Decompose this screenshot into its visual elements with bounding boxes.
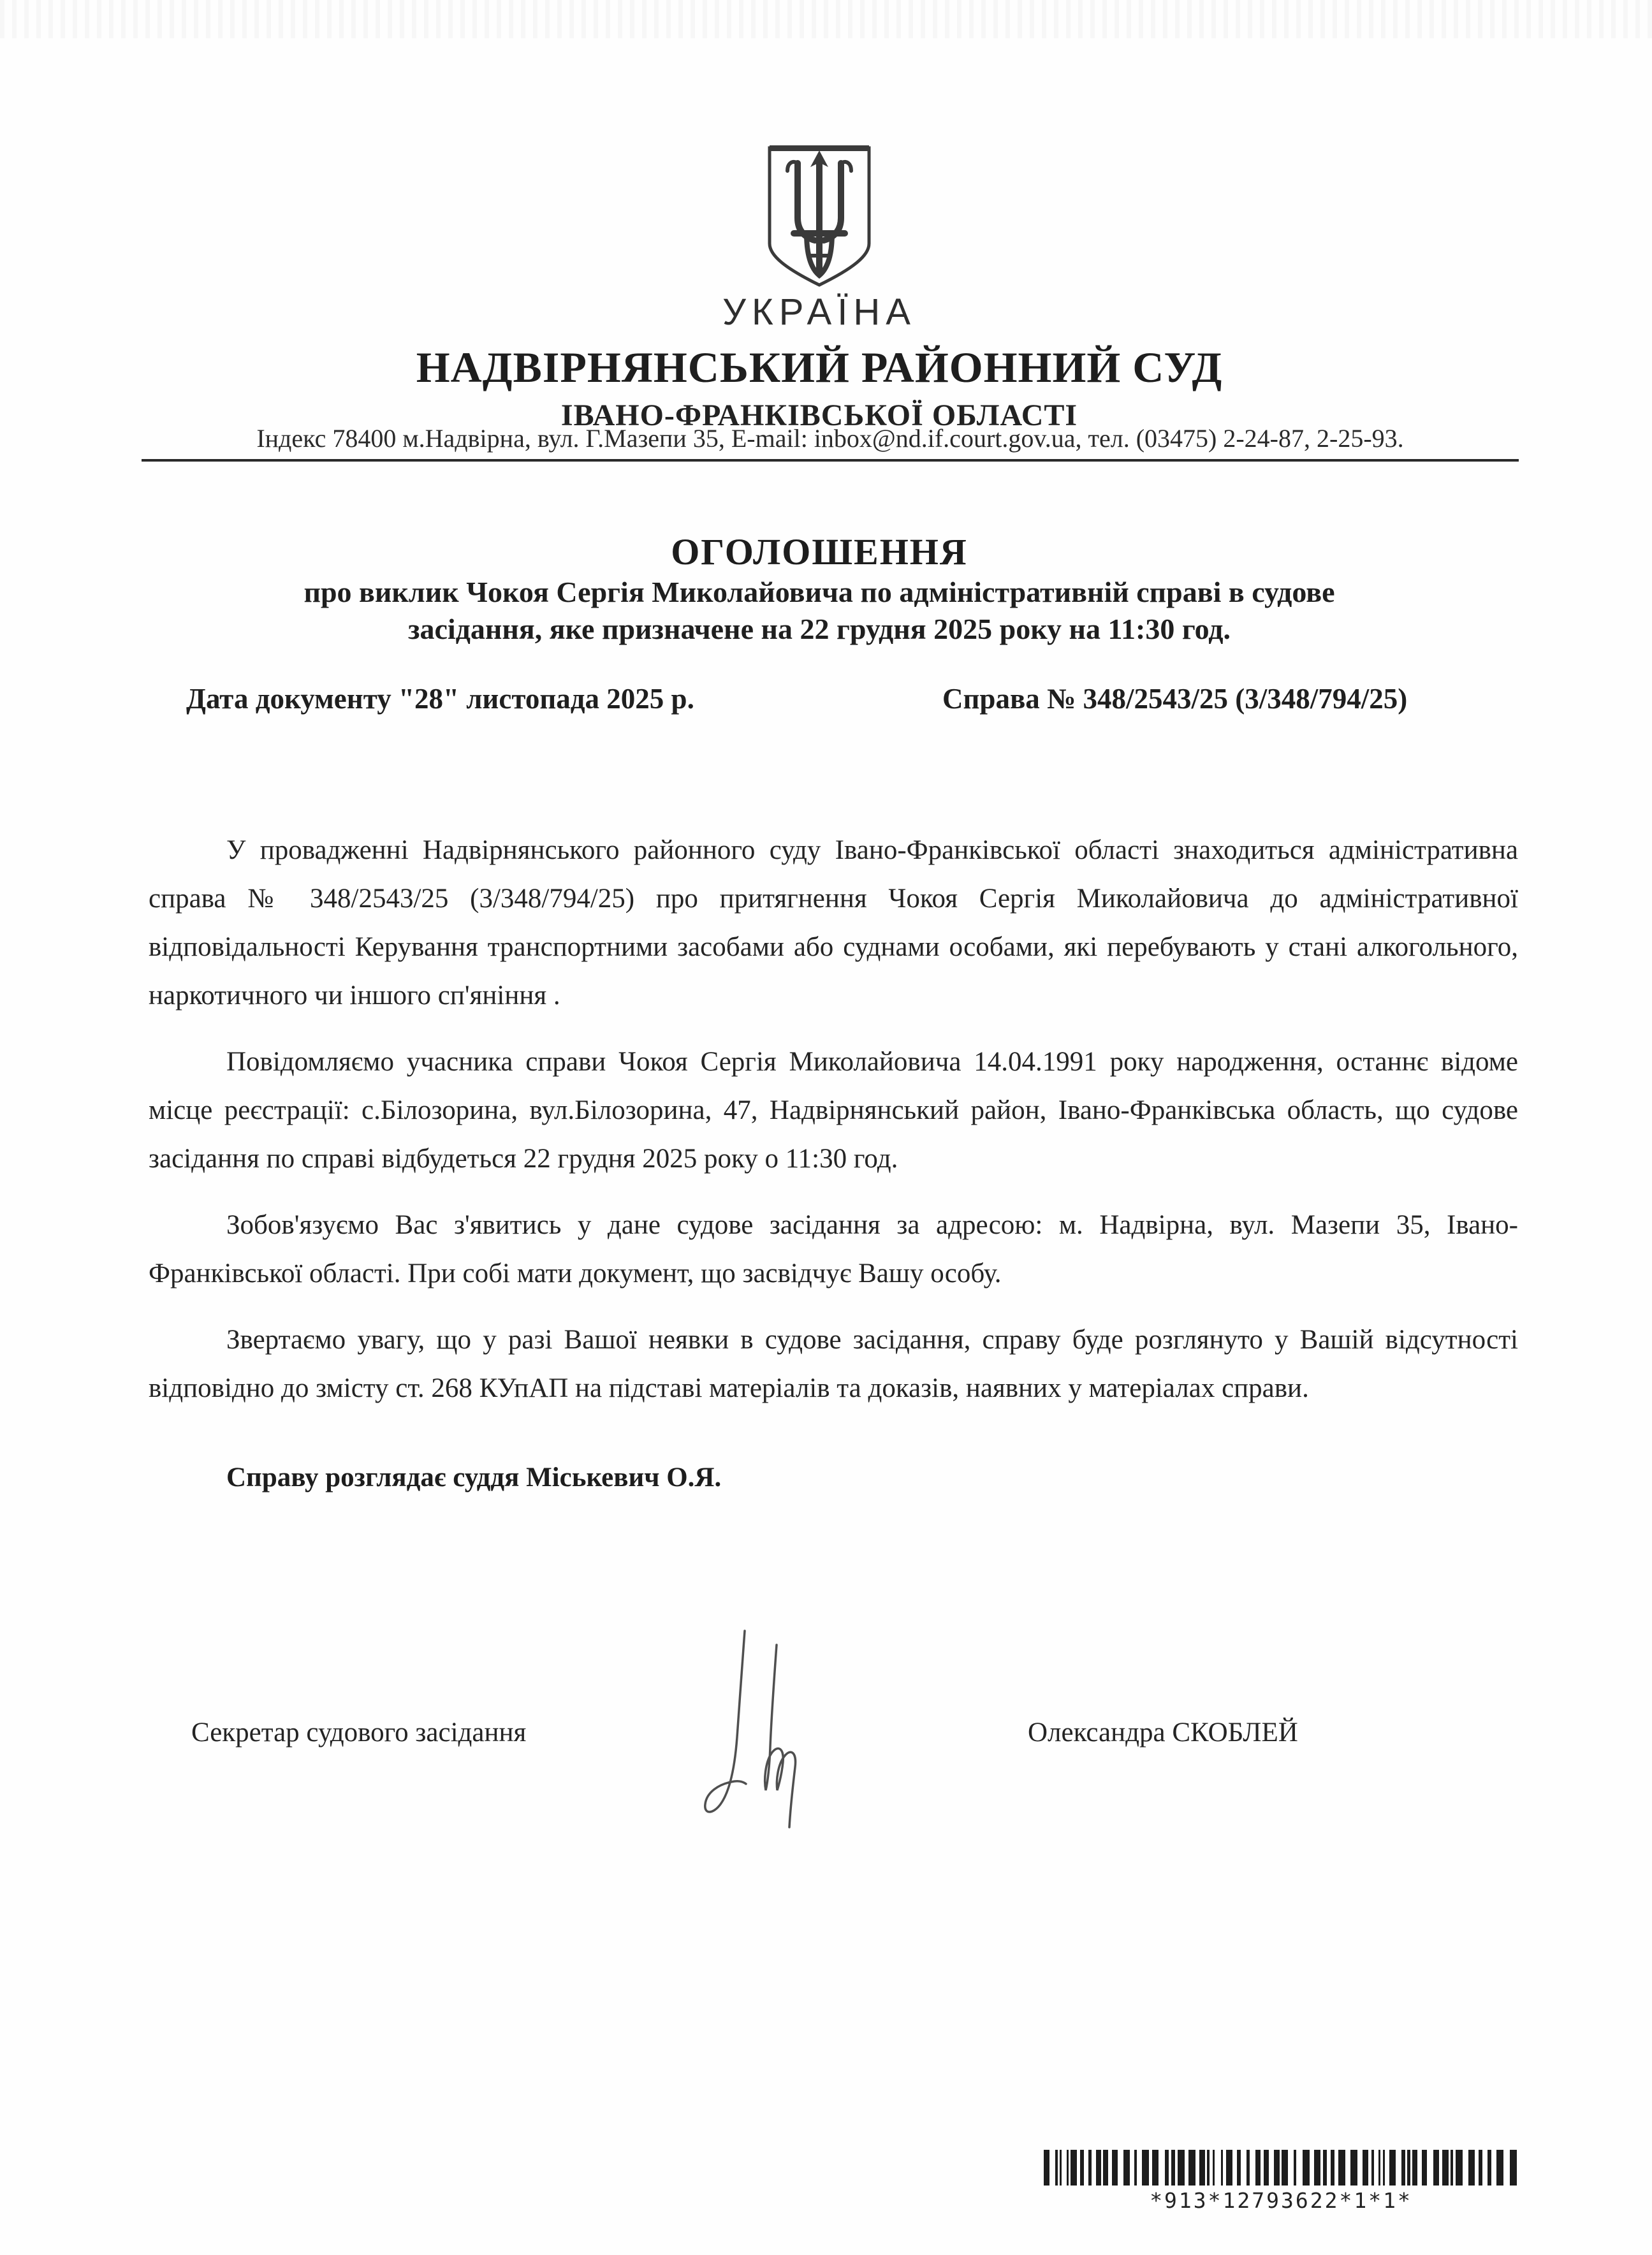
scan-noise-band [0,0,1652,38]
announcement-subtitle [0,574,1639,648]
document-header [0,143,1639,433]
barcode-label: *913*12793622*1*1* [1150,2188,1412,2213]
country-name: УКРАЇНА [722,291,916,333]
document-body [149,826,1518,1520]
body-paragraph-2: Повідомляємо учасника справи Чокоя Сергія Миколайовича 14.04.1991 року народження, останнє відоме місце реєстрації: с.Білозорина, вул.Білозорина, 47, Надвірнянський район, Івано-Франківська область, що судове засідання по справі відбудеться 22 грудня 2025 року о 11:30 год. [149,1047,1518,1174]
announcement-subtitle-line2: засідання, яке призначене на 22 грудня 2025 року на 11:30 год. [407,613,1231,645]
announcement-subtitle-line1: про виклик Чокоя Сергія Миколайовича по адміністративній справі в судове [303,576,1335,608]
announcement-title: ОГОЛОШЕННЯ [671,531,968,573]
judge-line: Справу розглядає суддя Міськевич О.Я. [226,1463,722,1492]
secretary-label: Секретар судового засідання [191,1718,527,1748]
body-paragraph-3: Зобов'язуємо Вас з'явитись у дане судове засідання за адресою: м. Надвірна, вул. Мазепи 35, Івано-Франківської області. При собі мати документ, що засвідчує Вашу особу. [149,1210,1518,1288]
document-date: Дата документу "28" листопада 2025 р. [186,683,694,715]
court-name: НАДВІРНЯНСЬКИЙ РАЙОННИЙ СУД [416,343,1223,391]
secretary-name: Олександра СКОБЛЕЙ [1028,1718,1298,1748]
barcode [1044,2150,1518,2186]
court-region: ІВАНО-ФРАНКІВСЬКОЇ ОБЛАСТІ [560,398,1078,432]
court-contact-line: Індекс 78400 м.Надвірна, вул. Г.Мазепи 35, E-mail: inbox@nd.if.court.gov.ua, тел. (03475) 2-24-87, 2-25-93. [142,423,1519,462]
body-paragraph-4: Звертаємо увагу, що у разі Вашої неявки в судове засідання, справу буде розглянуто у Вашій відсутності відповідно до змісту ст. 268 КУпАП на підставі матеріалів та доказів, наявних у матеріалах справи. [149,1325,1518,1403]
ukraine-trident-emblem-icon [764,143,874,288]
body-paragraph-1: У провадженні Надвірнянського районного суду Івано-Франківської області знаходиться адміністративна справа № 348/2543/25 (3/348/794/25) про притягнення Чокоя Сергія Миколайовича до адміністративної відповідальності Керування транспортними засобами або суднами особами, які перебувають у стані алкогольного, наркотичного чи іншого сп'яніння . [149,835,1518,1011]
handwritten-signature [676,1619,861,1830]
case-number: Справа № 348/2543/25 (3/348/794/25) [942,683,1408,715]
